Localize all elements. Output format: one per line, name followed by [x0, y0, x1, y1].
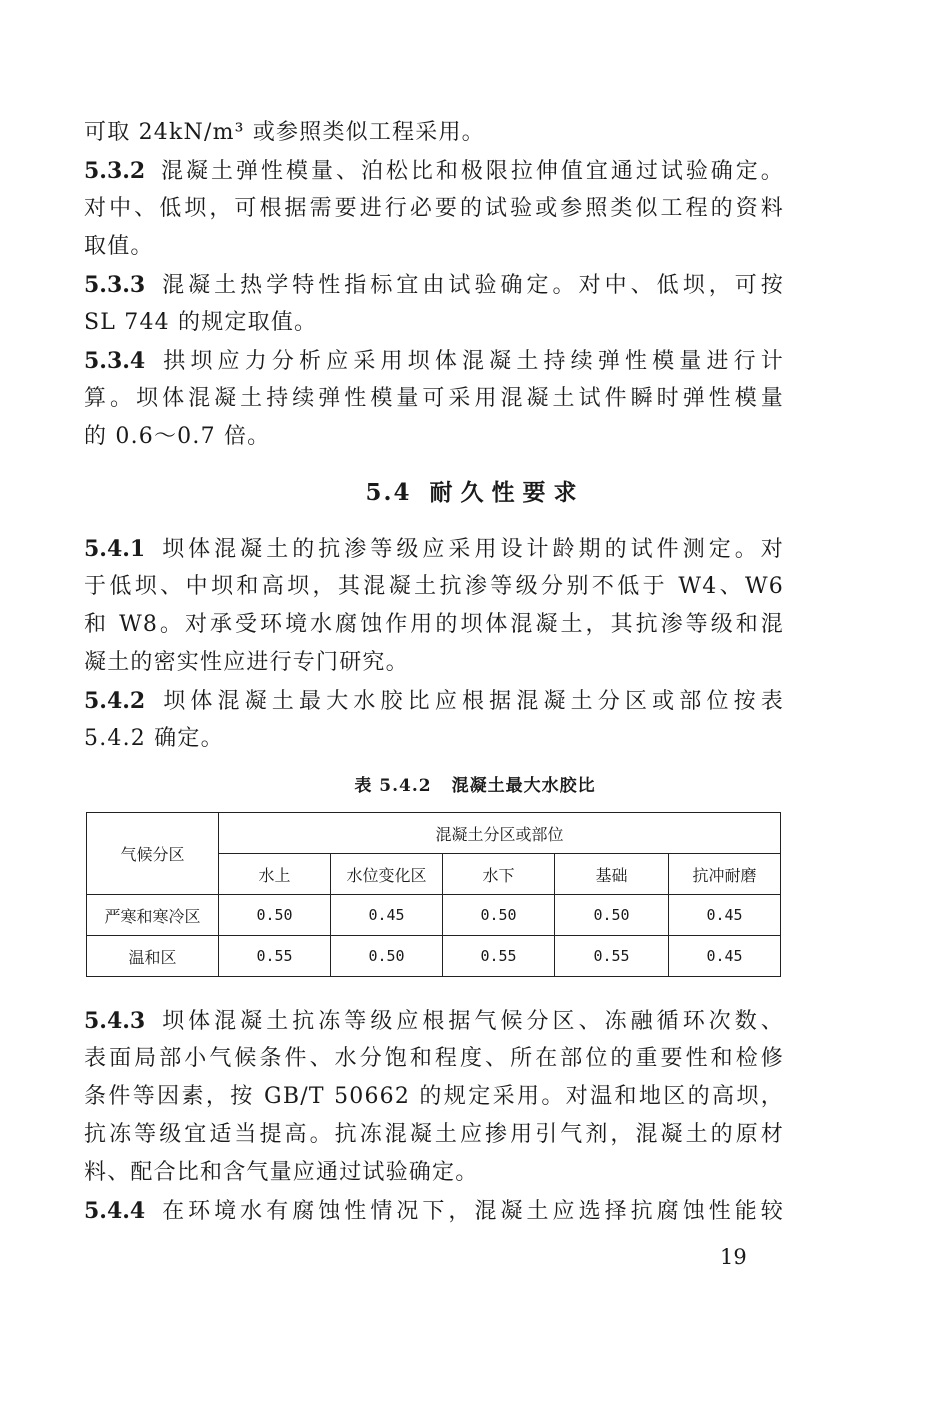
table-cell: 0.45	[669, 936, 781, 977]
clause-5-4-1-line-1: 5.4.1 坝体混凝土的抗渗等级应采用设计龄期的试件测定。对	[84, 536, 784, 562]
table-cell: 0.55	[219, 936, 331, 977]
clause-number: 5.3.3	[84, 272, 146, 298]
table-cell: 0.50	[555, 895, 669, 936]
clause-number: 5.4.1	[84, 536, 146, 562]
paragraph-line: 可取 24kN/m³ 或参照类似工程采用。	[84, 120, 485, 145]
table-cell: 0.55	[443, 936, 555, 977]
clause-5-4-3-line-4: 抗冻等级宜适当提高。抗冻混凝土应掺用引气剂，混凝土的原材	[84, 1122, 784, 1147]
clause-5-3-4-line-2: 算。坝体混凝土持续弹性模量可采用混凝土试件瞬时弹性模量	[84, 386, 784, 411]
clause-number: 5.3.4	[84, 348, 146, 374]
clause-number: 5.3.2	[84, 158, 146, 184]
section-number: 5.4	[365, 479, 412, 506]
clause-5-4-1-line-3: 和 W8。对承受环境水腐蚀作用的坝体混凝土，其抗渗等级和混	[84, 612, 784, 637]
clause-5-3-4-line-3: 的 0.6～0.7 倍。	[84, 424, 271, 449]
clause-5-4-3-line-1: 5.4.3 坝体混凝土抗冻等级应根据气候分区、冻融循环次数、	[84, 1008, 784, 1034]
clause-5-4-1-line-4: 凝土的密实性应进行专门研究。	[84, 650, 409, 675]
column-header: 水上	[219, 854, 331, 895]
row-header-cell: 气候分区	[87, 813, 219, 895]
clause-5-4-2-line-1: 5.4.2 坝体混凝土最大水胶比应根据混凝土分区或部位按表	[84, 688, 784, 714]
table-cell: 0.50	[219, 895, 331, 936]
clause-number: 5.4.2	[84, 688, 146, 714]
group-header-cell: 混凝土分区或部位	[219, 813, 781, 854]
table-title: 混凝土最大水胶比	[451, 776, 596, 796]
column-header: 水位变化区	[331, 854, 443, 895]
clause-5-4-3-line-5: 料、配合比和含气量应通过试验确定。	[84, 1160, 479, 1185]
clause-number: 5.4.3	[84, 1008, 146, 1034]
clause-5-3-2-line-3: 取值。	[84, 234, 154, 259]
table-cell: 0.50	[443, 895, 555, 936]
clause-5-4-4-line-1: 5.4.4 在环境水有腐蚀性情况下，混凝土应选择抗腐蚀性能较	[84, 1198, 784, 1224]
table-row	[87, 895, 781, 936]
clause-5-4-1-line-2: 于低坝、中坝和高坝，其混凝土抗渗等级分别不低于 W4、W6	[84, 574, 784, 599]
page-number: 19	[720, 1245, 747, 1269]
section-title: 耐久性要求	[429, 479, 585, 506]
table-caption	[0, 774, 950, 798]
table-cell: 0.45	[669, 895, 781, 936]
table-number: 表 5.4.2	[354, 776, 432, 796]
clause-5-4-3-line-3: 条件等因素，按 GB/T 50662 的规定采用。对温和地区的高坝，	[84, 1084, 784, 1109]
clause-5-3-4-line-1: 5.3.4 拱坝应力分析应采用坝体混凝土持续弹性模量进行计	[84, 348, 784, 374]
table-cell: 0.45	[331, 895, 443, 936]
column-header: 抗冲耐磨	[669, 854, 781, 895]
column-header: 基础	[555, 854, 669, 895]
water-binder-ratio-table	[86, 812, 781, 977]
row-label: 严寒和寒冷区	[87, 895, 219, 936]
column-header: 水下	[443, 854, 555, 895]
table-row	[87, 936, 781, 977]
clause-5-3-2-line-1: 5.3.2 混凝土弹性模量、泊松比和极限拉伸值宜通过试验确定。	[84, 158, 784, 184]
clause-5-4-3-line-2: 表面局部小气候条件、水分饱和程度、所在部位的重要性和检修	[84, 1046, 784, 1071]
table-cell: 0.55	[555, 936, 669, 977]
clause-number: 5.4.4	[84, 1198, 146, 1224]
clause-5-3-3-line-2: SL 744 的规定取值。	[84, 310, 318, 335]
row-label: 温和区	[87, 936, 219, 977]
clause-5-3-2-line-2: 对中、低坝，可根据需要进行必要的试验或参照类似工程的资料	[84, 196, 784, 221]
clause-5-3-3-line-1: 5.3.3 混凝土热学特性指标宜由试验确定。对中、低坝，可按	[84, 272, 784, 298]
table-cell: 0.50	[331, 936, 443, 977]
clause-5-4-2-line-2: 5.4.2 确定。	[84, 726, 224, 751]
section-heading	[0, 478, 950, 508]
